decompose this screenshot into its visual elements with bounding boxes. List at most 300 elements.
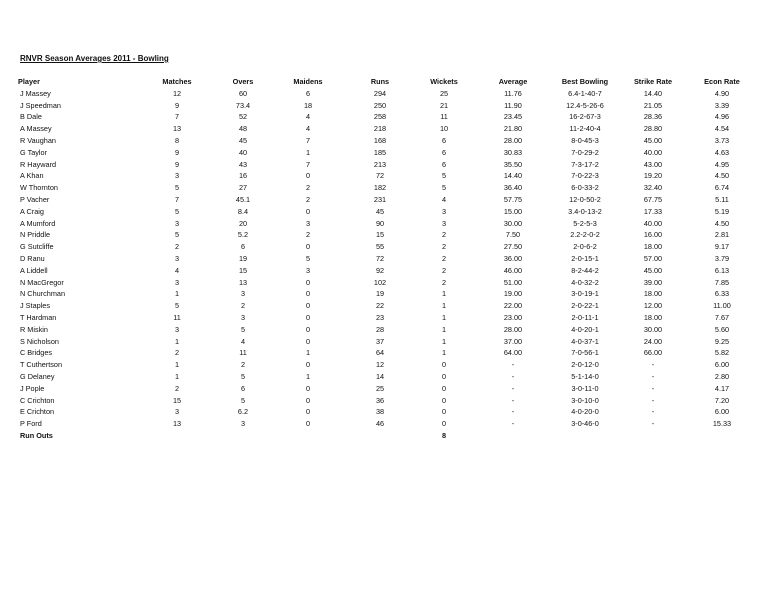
econ-rate-cell: 2.81 bbox=[714, 230, 730, 240]
wickets-cell: 0 bbox=[441, 371, 447, 381]
strike-rate-cell: - bbox=[651, 395, 655, 405]
strike-rate-cell: - bbox=[651, 371, 655, 381]
wickets-cell: 1 bbox=[441, 312, 447, 322]
econ-rate-cell bbox=[690, 430, 754, 442]
average-cell: 51.00 bbox=[503, 277, 523, 287]
strike-rate-cell: 45.00 bbox=[643, 265, 663, 275]
best-bowling-cell: 4-0-37-1 bbox=[571, 336, 599, 346]
runs-cell: 72 bbox=[375, 253, 385, 263]
runs-cell: 102 bbox=[373, 277, 387, 287]
econ-rate-cell: 5.82 bbox=[714, 348, 730, 358]
runs-cell: 182 bbox=[373, 183, 387, 193]
matches-cell: 3 bbox=[174, 171, 180, 181]
wickets-cell: 21 bbox=[439, 100, 449, 110]
maidens-cell: 4 bbox=[305, 112, 311, 122]
table-row bbox=[18, 336, 754, 348]
column-header-maidens: Maidens bbox=[293, 77, 323, 86]
maidens-cell: 0 bbox=[305, 395, 311, 405]
overs-cell: 19 bbox=[238, 253, 248, 263]
runs-cell: 19 bbox=[375, 289, 385, 299]
runs-cell: 28 bbox=[375, 324, 385, 334]
best-bowling-cell: 2-0-12-0 bbox=[571, 360, 599, 370]
player-cell: P Ford bbox=[20, 419, 42, 429]
wickets-cell: 10 bbox=[439, 124, 449, 134]
player-cell: J Massey bbox=[20, 88, 51, 98]
runs-cell: 37 bbox=[375, 336, 385, 346]
runs-cell: 38 bbox=[375, 407, 385, 417]
runs-cell: 258 bbox=[373, 112, 387, 122]
best-bowling-cell: 5-1-14-0 bbox=[571, 371, 599, 381]
overs-cell bbox=[214, 430, 272, 442]
runs-cell: 92 bbox=[375, 265, 385, 275]
wickets-cell: 2 bbox=[441, 277, 447, 287]
strike-rate-cell: 18.00 bbox=[643, 312, 663, 322]
econ-rate-cell: 6.00 bbox=[714, 360, 730, 370]
maidens-cell: 0 bbox=[305, 242, 311, 252]
econ-rate-cell: 7.20 bbox=[714, 395, 730, 405]
wickets-cell: 0 bbox=[441, 360, 447, 370]
player-cell: J Pople bbox=[20, 383, 45, 393]
table-row bbox=[18, 111, 754, 123]
table-row bbox=[18, 241, 754, 253]
average-cell: 64.00 bbox=[503, 348, 523, 358]
best-bowling-cell: 12.4-5-26-6 bbox=[566, 100, 604, 110]
best-bowling-cell: 4-0-20-0 bbox=[571, 407, 599, 417]
average-cell: 28.00 bbox=[503, 135, 523, 145]
overs-cell: 40 bbox=[238, 147, 248, 157]
player-cell: A Mumford bbox=[20, 218, 56, 228]
average-cell: 46.00 bbox=[503, 265, 523, 275]
econ-rate-cell: 4.96 bbox=[714, 112, 730, 122]
average-cell: 15.00 bbox=[503, 206, 523, 216]
page-title: RNVR Season Averages 2011 - Bowling bbox=[20, 54, 169, 63]
runs-cell: 72 bbox=[375, 171, 385, 181]
table-row bbox=[18, 418, 754, 430]
overs-cell: 6 bbox=[240, 242, 246, 252]
column-header-best-bowling: Best Bowling bbox=[561, 77, 609, 86]
econ-rate-cell: 7.85 bbox=[714, 277, 730, 287]
average-cell: 36.40 bbox=[503, 183, 523, 193]
matches-cell: 8 bbox=[174, 135, 180, 145]
matches-cell: 5 bbox=[174, 230, 180, 240]
strike-rate-cell: 66.00 bbox=[643, 348, 663, 358]
wickets-cell: 4 bbox=[441, 194, 447, 204]
best-bowling-cell: 12-0-50-2 bbox=[569, 194, 601, 204]
matches-cell: 3 bbox=[174, 407, 180, 417]
matches-cell: 5 bbox=[174, 183, 180, 193]
matches-cell: 1 bbox=[174, 336, 180, 346]
average-cell: 30.83 bbox=[503, 147, 523, 157]
overs-cell: 45.1 bbox=[235, 194, 251, 204]
player-cell: D Ranu bbox=[20, 253, 45, 263]
average-cell: 11.76 bbox=[504, 88, 522, 98]
wickets-cell: 2 bbox=[441, 265, 447, 275]
maidens-cell: 3 bbox=[305, 265, 311, 275]
econ-rate-cell: 5.19 bbox=[714, 206, 730, 216]
player-cell: G Sutcliffe bbox=[20, 242, 54, 252]
overs-cell: 73.4 bbox=[235, 100, 251, 110]
runs-cell bbox=[344, 430, 416, 442]
column-header-econ-rate: Econ Rate bbox=[704, 77, 740, 86]
wickets-cell: 1 bbox=[441, 348, 447, 358]
player-cell: N MacGregor bbox=[20, 277, 64, 287]
runs-cell: 294 bbox=[373, 88, 387, 98]
maidens-cell: 3 bbox=[305, 218, 311, 228]
column-header-overs: Overs bbox=[232, 77, 254, 86]
best-bowling-cell: 7-3-17-2 bbox=[571, 159, 599, 169]
econ-rate-cell: 5.11 bbox=[715, 194, 729, 204]
player-cell: Run Outs bbox=[20, 430, 53, 440]
table-row bbox=[18, 406, 754, 418]
overs-cell: 15 bbox=[238, 265, 248, 275]
runs-cell: 22 bbox=[375, 301, 385, 311]
maidens-cell: 0 bbox=[305, 336, 311, 346]
best-bowling-cell: 7-0-56-1 bbox=[571, 348, 599, 358]
column-header-strike-rate: Strike Rate bbox=[633, 77, 673, 86]
maidens-cell: 0 bbox=[305, 407, 311, 417]
econ-rate-cell: 4.54 bbox=[714, 124, 730, 134]
table-row bbox=[18, 395, 754, 407]
best-bowling-cell: 6.4-1-40-7 bbox=[568, 88, 602, 98]
strike-rate-cell: 67.75 bbox=[643, 194, 663, 204]
best-bowling-cell: 2.2-2-0-2 bbox=[570, 230, 600, 240]
econ-rate-cell: 6.00 bbox=[714, 407, 730, 417]
matches-cell: 3 bbox=[174, 277, 180, 287]
column-header-wickets: Wickets bbox=[430, 77, 458, 86]
table-row bbox=[18, 88, 754, 100]
matches-cell: 5 bbox=[174, 206, 180, 216]
table-row bbox=[18, 182, 754, 194]
player-cell: A Craig bbox=[20, 206, 44, 216]
matches-cell: 15 bbox=[172, 395, 182, 405]
best-bowling-cell: 4-0-20-1 bbox=[571, 324, 599, 334]
maidens-cell: 4 bbox=[305, 124, 311, 134]
header-row bbox=[18, 76, 754, 88]
maidens-cell: 1 bbox=[305, 371, 311, 381]
table-row bbox=[18, 371, 754, 383]
maidens-cell: 7 bbox=[305, 135, 311, 145]
maidens-cell: 0 bbox=[305, 171, 311, 181]
maidens-cell: 0 bbox=[305, 301, 311, 311]
player-cell: W Thornton bbox=[20, 183, 58, 193]
overs-cell: 3 bbox=[240, 419, 246, 429]
player-cell: R Miskin bbox=[20, 324, 48, 334]
matches-cell: 3 bbox=[174, 218, 180, 228]
average-cell: 57.75 bbox=[503, 194, 523, 204]
maidens-cell: 0 bbox=[305, 206, 311, 216]
strike-rate-cell: - bbox=[651, 407, 655, 417]
best-bowling-cell: 8-2-44-2 bbox=[571, 265, 599, 275]
runs-cell: 23 bbox=[375, 312, 385, 322]
player-cell: T Cuthertson bbox=[20, 360, 63, 370]
table-row bbox=[18, 265, 754, 277]
econ-rate-cell: 7.67 bbox=[714, 312, 730, 322]
overs-cell: 6.2 bbox=[237, 407, 249, 417]
strike-rate-cell: 43.00 bbox=[643, 159, 663, 169]
econ-rate-cell: 4.95 bbox=[714, 159, 730, 169]
wickets-cell: 6 bbox=[441, 159, 447, 169]
strike-rate-cell: 45.00 bbox=[643, 135, 663, 145]
matches-cell: 2 bbox=[174, 348, 180, 358]
player-cell: A Massey bbox=[20, 124, 52, 134]
wickets-cell: 6 bbox=[441, 147, 447, 157]
strike-rate-cell: 16.00 bbox=[643, 230, 663, 240]
best-bowling-cell: 3-0-19-1 bbox=[571, 289, 599, 299]
overs-cell: 5 bbox=[240, 395, 246, 405]
average-cell: - bbox=[511, 419, 515, 429]
econ-rate-cell: 11.00 bbox=[713, 301, 731, 311]
econ-rate-cell: 3.79 bbox=[714, 253, 730, 263]
average-cell: - bbox=[511, 383, 515, 393]
table-row bbox=[18, 229, 754, 241]
wickets-cell: 2 bbox=[441, 242, 447, 252]
wickets-cell: 3 bbox=[441, 218, 447, 228]
table-row bbox=[18, 100, 754, 112]
table-body bbox=[18, 88, 754, 442]
maidens-cell: 0 bbox=[305, 324, 311, 334]
overs-cell: 8.4 bbox=[237, 206, 249, 216]
strike-rate-cell bbox=[616, 430, 690, 442]
runs-cell: 14 bbox=[375, 371, 385, 381]
average-cell: 11.90 bbox=[504, 100, 522, 110]
runs-cell: 46 bbox=[375, 419, 385, 429]
average-cell: 23.45 bbox=[503, 112, 523, 122]
overs-cell: 48 bbox=[238, 124, 248, 134]
average-cell: 22.00 bbox=[503, 301, 523, 311]
maidens-cell: 0 bbox=[305, 419, 311, 429]
strike-rate-cell: 32.40 bbox=[643, 183, 663, 193]
average-cell: 27.50 bbox=[503, 242, 523, 252]
overs-cell: 6 bbox=[240, 383, 246, 393]
table-row bbox=[18, 123, 754, 135]
table-row bbox=[18, 347, 754, 359]
strike-rate-cell: 19.20 bbox=[643, 171, 663, 181]
overs-cell: 45 bbox=[238, 135, 248, 145]
wickets-cell: 8 bbox=[441, 430, 447, 440]
maidens-cell: 1 bbox=[305, 348, 311, 358]
average-cell: - bbox=[511, 407, 515, 417]
econ-rate-cell: 4.90 bbox=[714, 88, 730, 98]
best-bowling-cell: 8-0-45-3 bbox=[571, 135, 599, 145]
wickets-cell: 0 bbox=[441, 419, 447, 429]
runs-cell: 250 bbox=[373, 100, 387, 110]
wickets-cell: 5 bbox=[441, 183, 447, 193]
overs-cell: 13 bbox=[238, 277, 248, 287]
strike-rate-cell: 28.36 bbox=[643, 112, 663, 122]
matches-cell: 1 bbox=[174, 289, 180, 299]
table-row bbox=[18, 288, 754, 300]
strike-rate-cell: 17.33 bbox=[643, 206, 663, 216]
maidens-cell: 7 bbox=[305, 159, 311, 169]
column-header-runs: Runs bbox=[370, 77, 390, 86]
econ-rate-cell: 6.33 bbox=[714, 289, 730, 299]
best-bowling-cell: 2-0-11-1 bbox=[571, 312, 599, 322]
wickets-cell: 3 bbox=[441, 206, 447, 216]
table-row bbox=[18, 159, 754, 171]
average-cell: 37.00 bbox=[503, 336, 523, 346]
best-bowling-cell: 2-0-15-1 bbox=[571, 253, 599, 263]
runs-cell: 64 bbox=[375, 348, 385, 358]
player-cell: R Vaughan bbox=[20, 135, 56, 145]
best-bowling-cell: 3-0-10-0 bbox=[571, 395, 599, 405]
average-cell: 14.40 bbox=[503, 171, 523, 181]
average-cell bbox=[472, 430, 554, 442]
matches-cell: 7 bbox=[174, 194, 180, 204]
econ-rate-cell: 4.50 bbox=[714, 218, 730, 228]
player-cell: N Churchman bbox=[20, 289, 66, 299]
table-row bbox=[18, 312, 754, 324]
player-cell: J Speedman bbox=[20, 100, 61, 110]
average-cell: 7.50 bbox=[505, 230, 521, 240]
runs-cell: 55 bbox=[375, 242, 385, 252]
wickets-cell: 5 bbox=[441, 171, 447, 181]
matches-cell: 11 bbox=[173, 312, 181, 322]
maidens-cell: 0 bbox=[305, 312, 311, 322]
table-row bbox=[18, 135, 754, 147]
matches-cell: 2 bbox=[174, 242, 180, 252]
overs-cell: 4 bbox=[240, 336, 246, 346]
player-cell: R Hayward bbox=[20, 159, 57, 169]
overs-cell: 52 bbox=[238, 112, 248, 122]
runs-cell: 45 bbox=[375, 206, 385, 216]
matches-cell: 1 bbox=[174, 360, 180, 370]
runs-cell: 231 bbox=[373, 194, 387, 204]
average-cell: - bbox=[511, 360, 515, 370]
overs-cell: 3 bbox=[240, 312, 246, 322]
table-row bbox=[18, 430, 754, 442]
matches-cell: 9 bbox=[174, 147, 180, 157]
econ-rate-cell: 5.60 bbox=[714, 324, 730, 334]
player-cell: A Khan bbox=[20, 171, 44, 181]
maidens-cell: 18 bbox=[303, 100, 313, 110]
strike-rate-cell: - bbox=[651, 419, 655, 429]
overs-cell: 20 bbox=[238, 218, 248, 228]
strike-rate-cell: 40.00 bbox=[643, 147, 663, 157]
average-cell: - bbox=[511, 371, 515, 381]
average-cell: 28.00 bbox=[503, 324, 523, 334]
maidens-cell: 2 bbox=[305, 194, 311, 204]
column-header-average: Average bbox=[498, 77, 528, 86]
table-row bbox=[18, 206, 754, 218]
maidens-cell: 0 bbox=[305, 360, 311, 370]
strike-rate-cell: 24.00 bbox=[643, 336, 663, 346]
wickets-cell: 6 bbox=[441, 135, 447, 145]
matches-cell bbox=[140, 430, 214, 442]
overs-cell: 16 bbox=[238, 171, 248, 181]
strike-rate-cell: 12.00 bbox=[643, 301, 663, 311]
player-cell: G Taylor bbox=[20, 147, 48, 157]
runs-cell: 213 bbox=[373, 159, 387, 169]
overs-cell: 43 bbox=[238, 159, 248, 169]
econ-rate-cell: 2.80 bbox=[714, 371, 730, 381]
overs-cell: 5 bbox=[240, 371, 246, 381]
best-bowling-cell bbox=[554, 430, 616, 442]
table-row bbox=[18, 324, 754, 336]
matches-cell: 7 bbox=[174, 112, 180, 122]
overs-cell: 5.2 bbox=[237, 230, 249, 240]
runs-cell: 185 bbox=[373, 147, 387, 157]
matches-cell: 3 bbox=[174, 253, 180, 263]
table-row bbox=[18, 359, 754, 371]
player-cell: T Hardman bbox=[20, 312, 57, 322]
econ-rate-cell: 6.74 bbox=[714, 183, 730, 193]
table-row bbox=[18, 218, 754, 230]
table-row bbox=[18, 383, 754, 395]
table-row bbox=[18, 194, 754, 206]
matches-cell: 13 bbox=[172, 124, 182, 134]
runs-cell: 25 bbox=[375, 383, 385, 393]
econ-rate-cell: 4.50 bbox=[714, 171, 730, 181]
econ-rate-cell: 3.39 bbox=[714, 100, 730, 110]
player-cell: C Bridges bbox=[20, 348, 53, 358]
strike-rate-cell: 21.05 bbox=[643, 100, 663, 110]
best-bowling-cell: 2-0-22-1 bbox=[571, 301, 599, 311]
runs-cell: 218 bbox=[373, 124, 387, 134]
matches-cell: 12 bbox=[172, 88, 182, 98]
wickets-cell: 1 bbox=[441, 301, 447, 311]
best-bowling-cell: 4-0-32-2 bbox=[571, 277, 599, 287]
matches-cell: 9 bbox=[174, 159, 180, 169]
player-cell: J Staples bbox=[20, 301, 51, 311]
wickets-cell: 1 bbox=[441, 336, 447, 346]
overs-cell: 5 bbox=[240, 324, 246, 334]
average-cell: 30.00 bbox=[503, 218, 523, 228]
wickets-cell: 1 bbox=[441, 324, 447, 334]
player-cell: N Priddle bbox=[20, 230, 51, 240]
overs-cell: 11 bbox=[239, 348, 247, 358]
player-cell: S Nicholson bbox=[20, 336, 59, 346]
econ-rate-cell: 15.33 bbox=[712, 419, 732, 429]
average-cell: 21.80 bbox=[503, 124, 523, 134]
best-bowling-cell: 7-0-22-3 bbox=[571, 171, 599, 181]
best-bowling-cell: 16-2-67-3 bbox=[569, 112, 601, 122]
maidens-cell: 5 bbox=[305, 253, 311, 263]
matches-cell: 5 bbox=[174, 301, 180, 311]
best-bowling-cell: 5-2-5-3 bbox=[573, 218, 597, 228]
column-header-matches: Matches bbox=[162, 77, 192, 86]
econ-rate-cell: 4.17 bbox=[714, 383, 730, 393]
average-cell: 19.00 bbox=[503, 289, 523, 299]
runs-cell: 15 bbox=[375, 230, 385, 240]
matches-cell: 1 bbox=[174, 371, 180, 381]
econ-rate-cell: 9.25 bbox=[714, 336, 730, 346]
player-cell: B Dale bbox=[20, 112, 42, 122]
wickets-cell: 1 bbox=[441, 289, 447, 299]
column-header-player: Player bbox=[18, 77, 40, 86]
strike-rate-cell: - bbox=[651, 360, 655, 370]
wickets-cell: 25 bbox=[439, 88, 449, 98]
runs-cell: 36 bbox=[375, 395, 385, 405]
strike-rate-cell: 18.00 bbox=[643, 242, 663, 252]
econ-rate-cell: 3.73 bbox=[714, 135, 730, 145]
average-cell: - bbox=[511, 395, 515, 405]
table-row bbox=[18, 300, 754, 312]
maidens-cell bbox=[272, 430, 344, 442]
runs-cell: 168 bbox=[373, 135, 387, 145]
player-cell: E Crichton bbox=[20, 407, 55, 417]
average-cell: 36.00 bbox=[503, 253, 523, 263]
matches-cell: 9 bbox=[174, 100, 180, 110]
average-cell: 23.00 bbox=[503, 312, 523, 322]
bowling-averages-table bbox=[18, 76, 754, 442]
wickets-cell: 2 bbox=[441, 253, 447, 263]
best-bowling-cell: 3-0-46-0 bbox=[571, 419, 599, 429]
best-bowling-cell: 2-0-6-2 bbox=[573, 242, 597, 252]
best-bowling-cell: 6-0-33-2 bbox=[571, 183, 599, 193]
runs-cell: 12 bbox=[375, 360, 385, 370]
maidens-cell: 2 bbox=[305, 183, 311, 193]
maidens-cell: 6 bbox=[305, 88, 311, 98]
